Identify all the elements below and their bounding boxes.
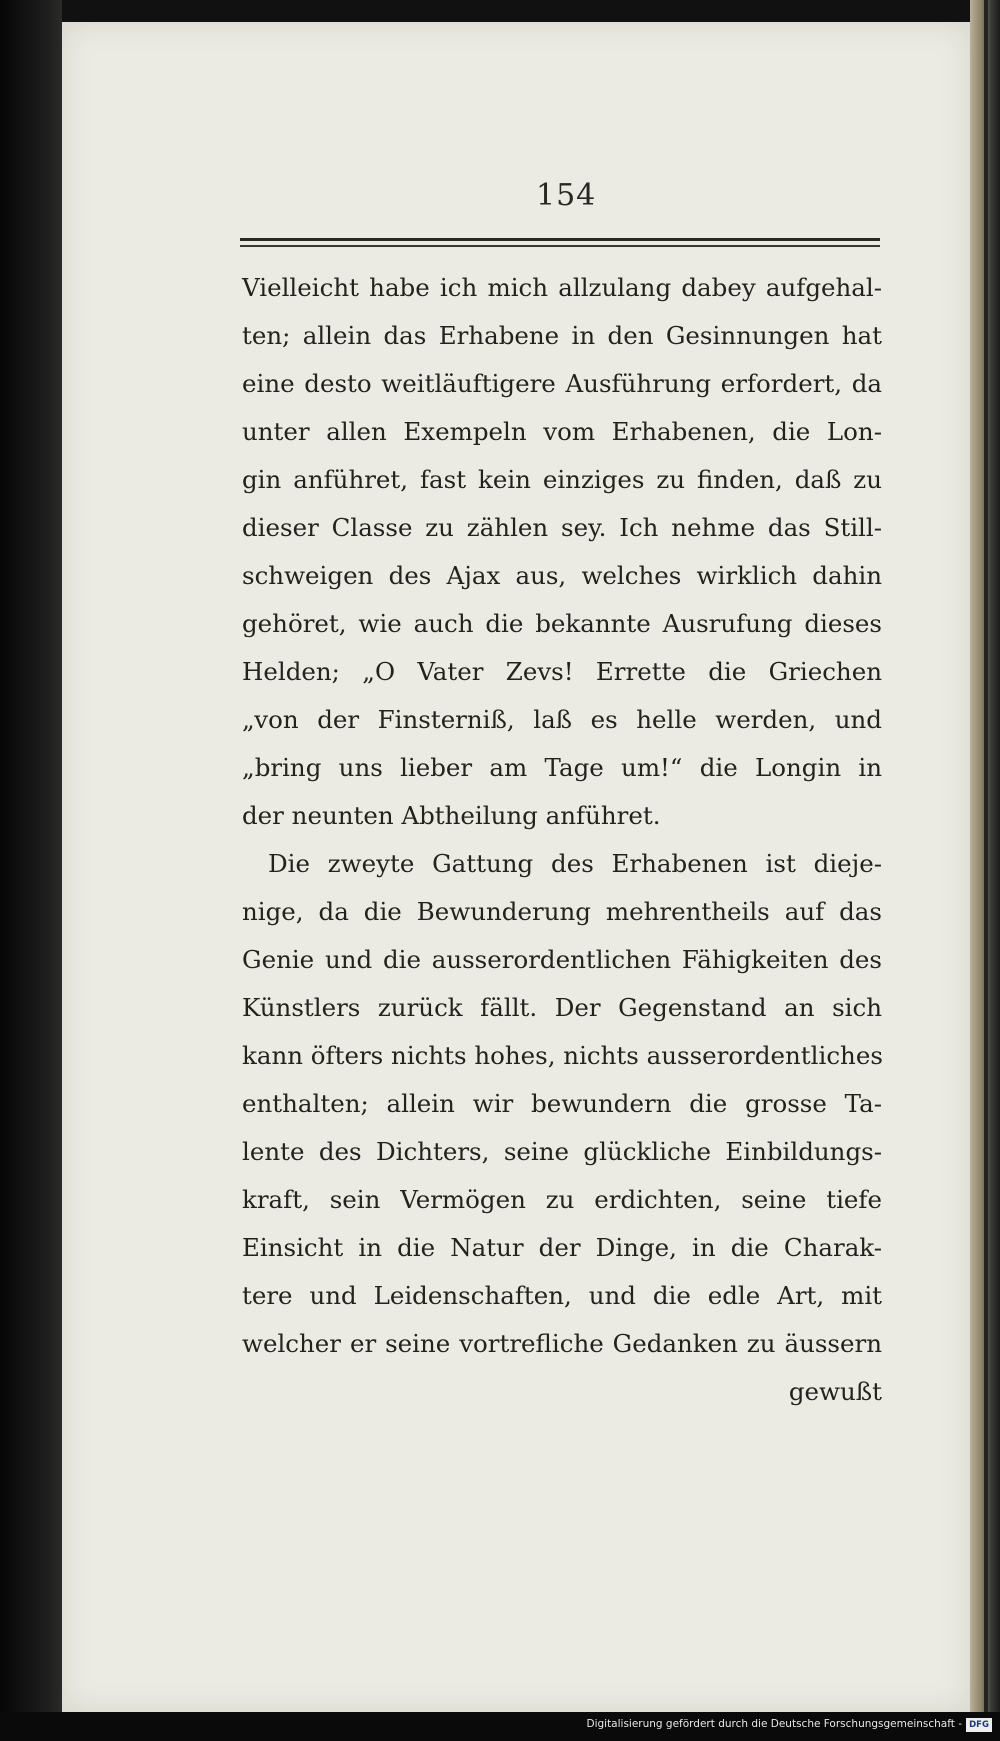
page-text [242, 264, 882, 1416]
page-edge-strip [970, 0, 1000, 1741]
dfg-logo-icon: DFG [966, 1718, 992, 1732]
text-line: Genie und die ausserordentlichen Fähigkeiten des [242, 945, 882, 974]
text-line: tere und Leidenschaften, und die edle Art, mit [242, 1281, 882, 1310]
text-line: dieser Classe zu zählen sey. Ich nehme das Still- [242, 513, 882, 542]
text-line: unter allen Exempeln vom Erhabenen, die Lon- [242, 417, 882, 446]
text-line: enthalten; allein wir bewundern die grosse Ta- [242, 1089, 882, 1118]
text-line: Künstlers zurück fällt. Der Gegenstand an sich [242, 993, 882, 1022]
text-line: lente des Dichters, seine glückliche Einbildungs- [242, 1137, 882, 1166]
catchword: gewußt [788, 1377, 882, 1406]
text-line: gin anführet, fast kein einziges zu finden, daß zu [242, 465, 882, 494]
text-line: „von der Finsterniß, laß es helle werden, und [242, 705, 882, 734]
text-line: eine desto weitläuftigere Ausführung erfordert, da [242, 369, 882, 398]
header-rule-thin [240, 245, 880, 247]
text-line: Die zweyte Gattung des Erhabenen ist dieje- [268, 849, 882, 878]
footer-credit: Digitalisierung gefördert durch die Deutsche Forschungsgemeinschaft - [586, 1718, 962, 1730]
text-line: kraft, sein Vermögen zu erdichten, seine tiefe [242, 1185, 882, 1214]
text-line: Vielleicht habe ich mich allzulang dabey aufgehal- [242, 273, 882, 302]
footer-bar [0, 1712, 1000, 1741]
text-line: gehöret, wie auch die bekannte Ausrufung dieses [242, 609, 882, 638]
header-rule-thick [240, 238, 880, 241]
page-edge-line [984, 0, 988, 1741]
page-number: 154 [536, 178, 597, 213]
text-line: der neunten Abtheilung anführet. [242, 801, 661, 830]
text-line: nige, da die Bewunderung mehrentheils auf das [242, 897, 882, 926]
text-line: kann öfters nichts hohes, nichts ausserordentliches [242, 1041, 883, 1070]
text-line: Helden; „O Vater Zevs! Errette die Griechen [242, 657, 882, 686]
text-line: „bring uns lieber am Tage um!“ die Longin in [242, 753, 882, 782]
text-line: Einsicht in die Natur der Dinge, in die Charak- [242, 1233, 882, 1262]
text-line: welcher er seine vortrefliche Gedanken zu äussern [242, 1329, 882, 1358]
text-line: ten; allein das Erhabene in den Gesinnungen hat [242, 321, 882, 350]
book-spine-shadow [0, 0, 62, 1741]
text-line: schweigen des Ajax aus, welches wirklich dahin [242, 561, 882, 590]
